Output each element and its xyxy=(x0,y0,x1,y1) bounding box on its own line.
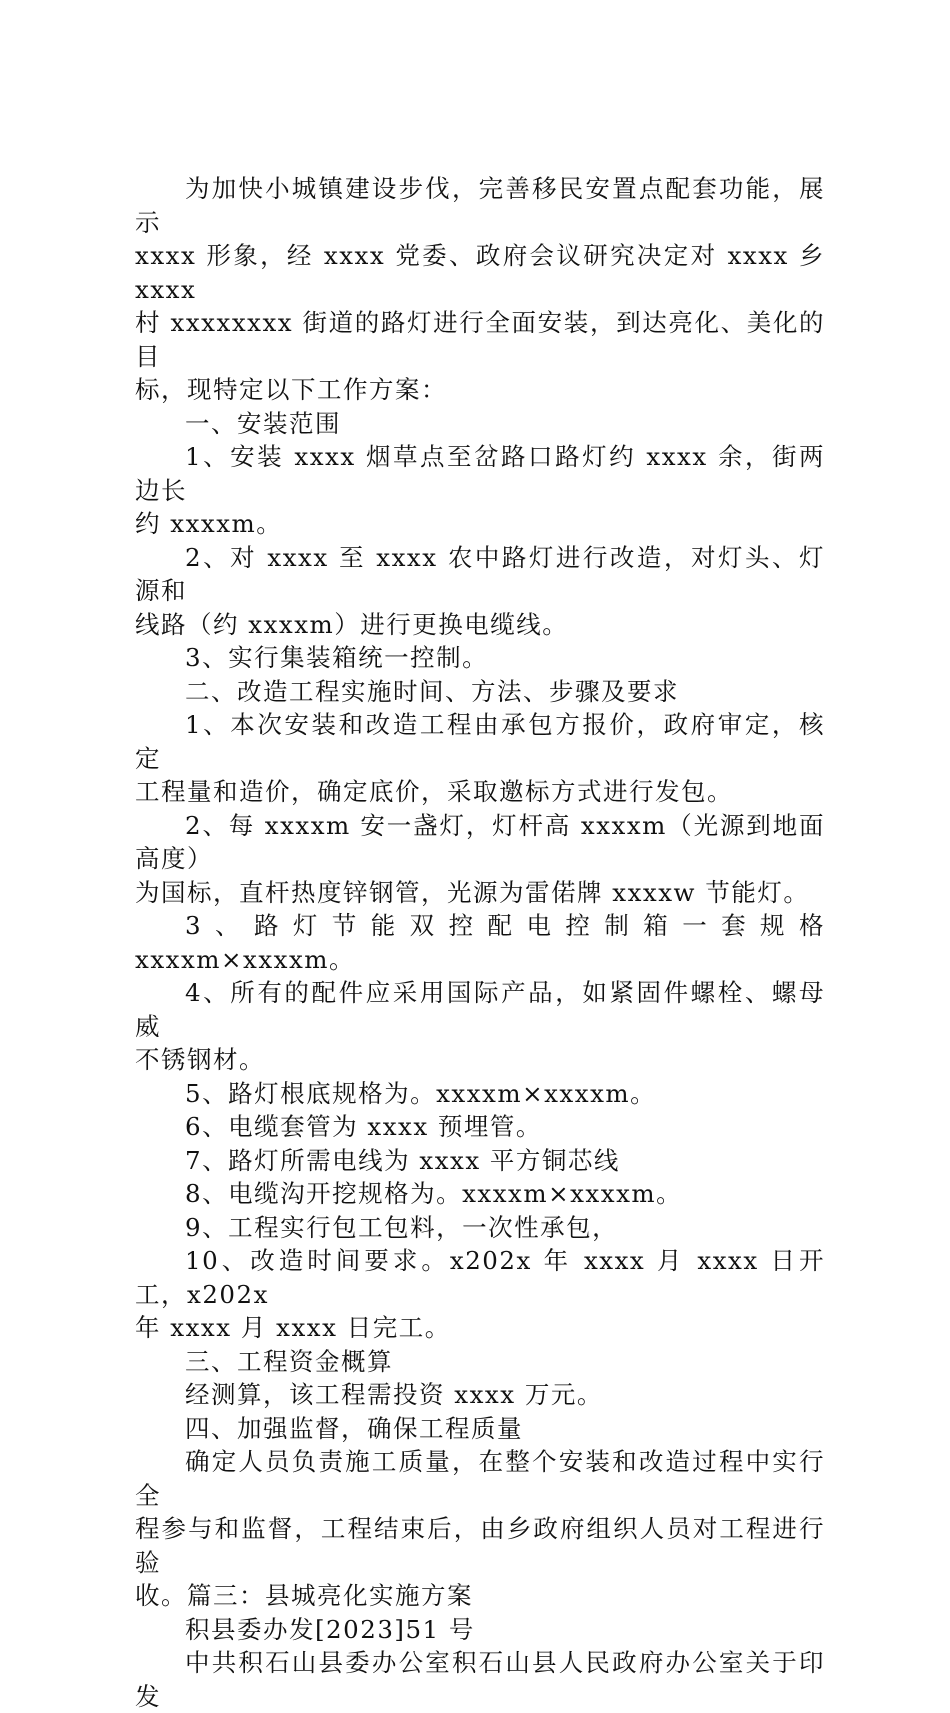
paragraph-item: 7、路灯所需电线为 xxxx 平方铜芯线 xyxy=(185,1145,620,1175)
heading-supervision: 四、加强监督，确保工程质量 xyxy=(185,1413,523,1443)
paragraph-item: 2、对 xxxx 至 xxxx 农中路灯进行改造，对灯头、灯源和 线路（约 xxxxm）进行更换电缆线。 xyxy=(135,542,825,639)
paragraph-item: 6、电缆套管为 xxxx 预埋管。 xyxy=(185,1112,542,1141)
document-number: 积县委办发[2023]51 号 xyxy=(185,1614,475,1644)
paragraph-item: 9、工程实行包工包料，一次性承包， xyxy=(185,1212,619,1242)
paragraph-item: 2、每 xxxxm 安一盏灯，灯杆高 xxxxm（光源到地面高度） 为国标，直杆热度锌钢管，光源为雷偌牌 xxxxw 节能灯。 xyxy=(135,810,825,907)
paragraph-budget: 经测算，该工程需投资 xxxx 万元。 xyxy=(185,1380,603,1409)
paragraph-item: 1、本次安装和改造工程由承包方报价，政府审定，核定 工程量和造价，确定底价，采取邀标方式进行发包。 xyxy=(135,710,825,806)
paragraph-intro: 为加快小城镇建设步伐，完善移民安置点配套功能，展示 xxxx 形象，经 xxxx 党委、政府会议研究决定对 xxxx 乡 xxxx 村 xxxxxxxx 街道的路灯进行全面安装，到达亮化、美化的目 标，现特定以下工作方案： xyxy=(135,174,825,404)
paragraph-item: 10、改造时间要求。x202x 年 xxxx 月 xxxx 日开工，x202x 年 xxxx 月 xxxx 日完工。 xyxy=(135,1246,825,1342)
document-body xyxy=(135,172,825,1713)
paragraph-item: 3、路灯节能双控配电控制箱一套规格 xxxxm×xxxxm。 xyxy=(135,911,825,974)
heading-implementation: 二、改造工程实施时间、方法、步骤及要求 xyxy=(185,676,679,706)
paragraph-item: 4、所有的配件应采用国际产品，如紧固件螺栓、螺母威 不锈钢材。 xyxy=(135,978,825,1074)
heading-budget: 三、工程资金概算 xyxy=(185,1346,393,1376)
paragraph-item: 1、安装 xxxx 烟草点至岔路口路灯约 xxxx 余，街两边长 约 xxxxm。 xyxy=(135,442,825,538)
paragraph-supervision: 确定人员负责施工质量，在整个安装和改造过程中实行全 程参与和监督，工程结束后，由乡政府组织人员对工程进行验 收。篇三：县城亮化实施方案 xyxy=(135,1447,825,1610)
paragraph-item: 5、路灯根底规格为。xxxxm×xxxxm。 xyxy=(185,1078,657,1108)
paragraph-item: 3、实行集装箱统一控制。 xyxy=(185,643,489,672)
paragraph-notice: 中共积石山县委办公室积石山县人民政府办公室关于印发 xyxy=(135,1648,825,1711)
paragraph-item: 8、电缆沟开挖规格为。xxxxm×xxxxm。 xyxy=(185,1179,683,1208)
heading-install-scope: 一、安装范围 xyxy=(185,408,341,438)
